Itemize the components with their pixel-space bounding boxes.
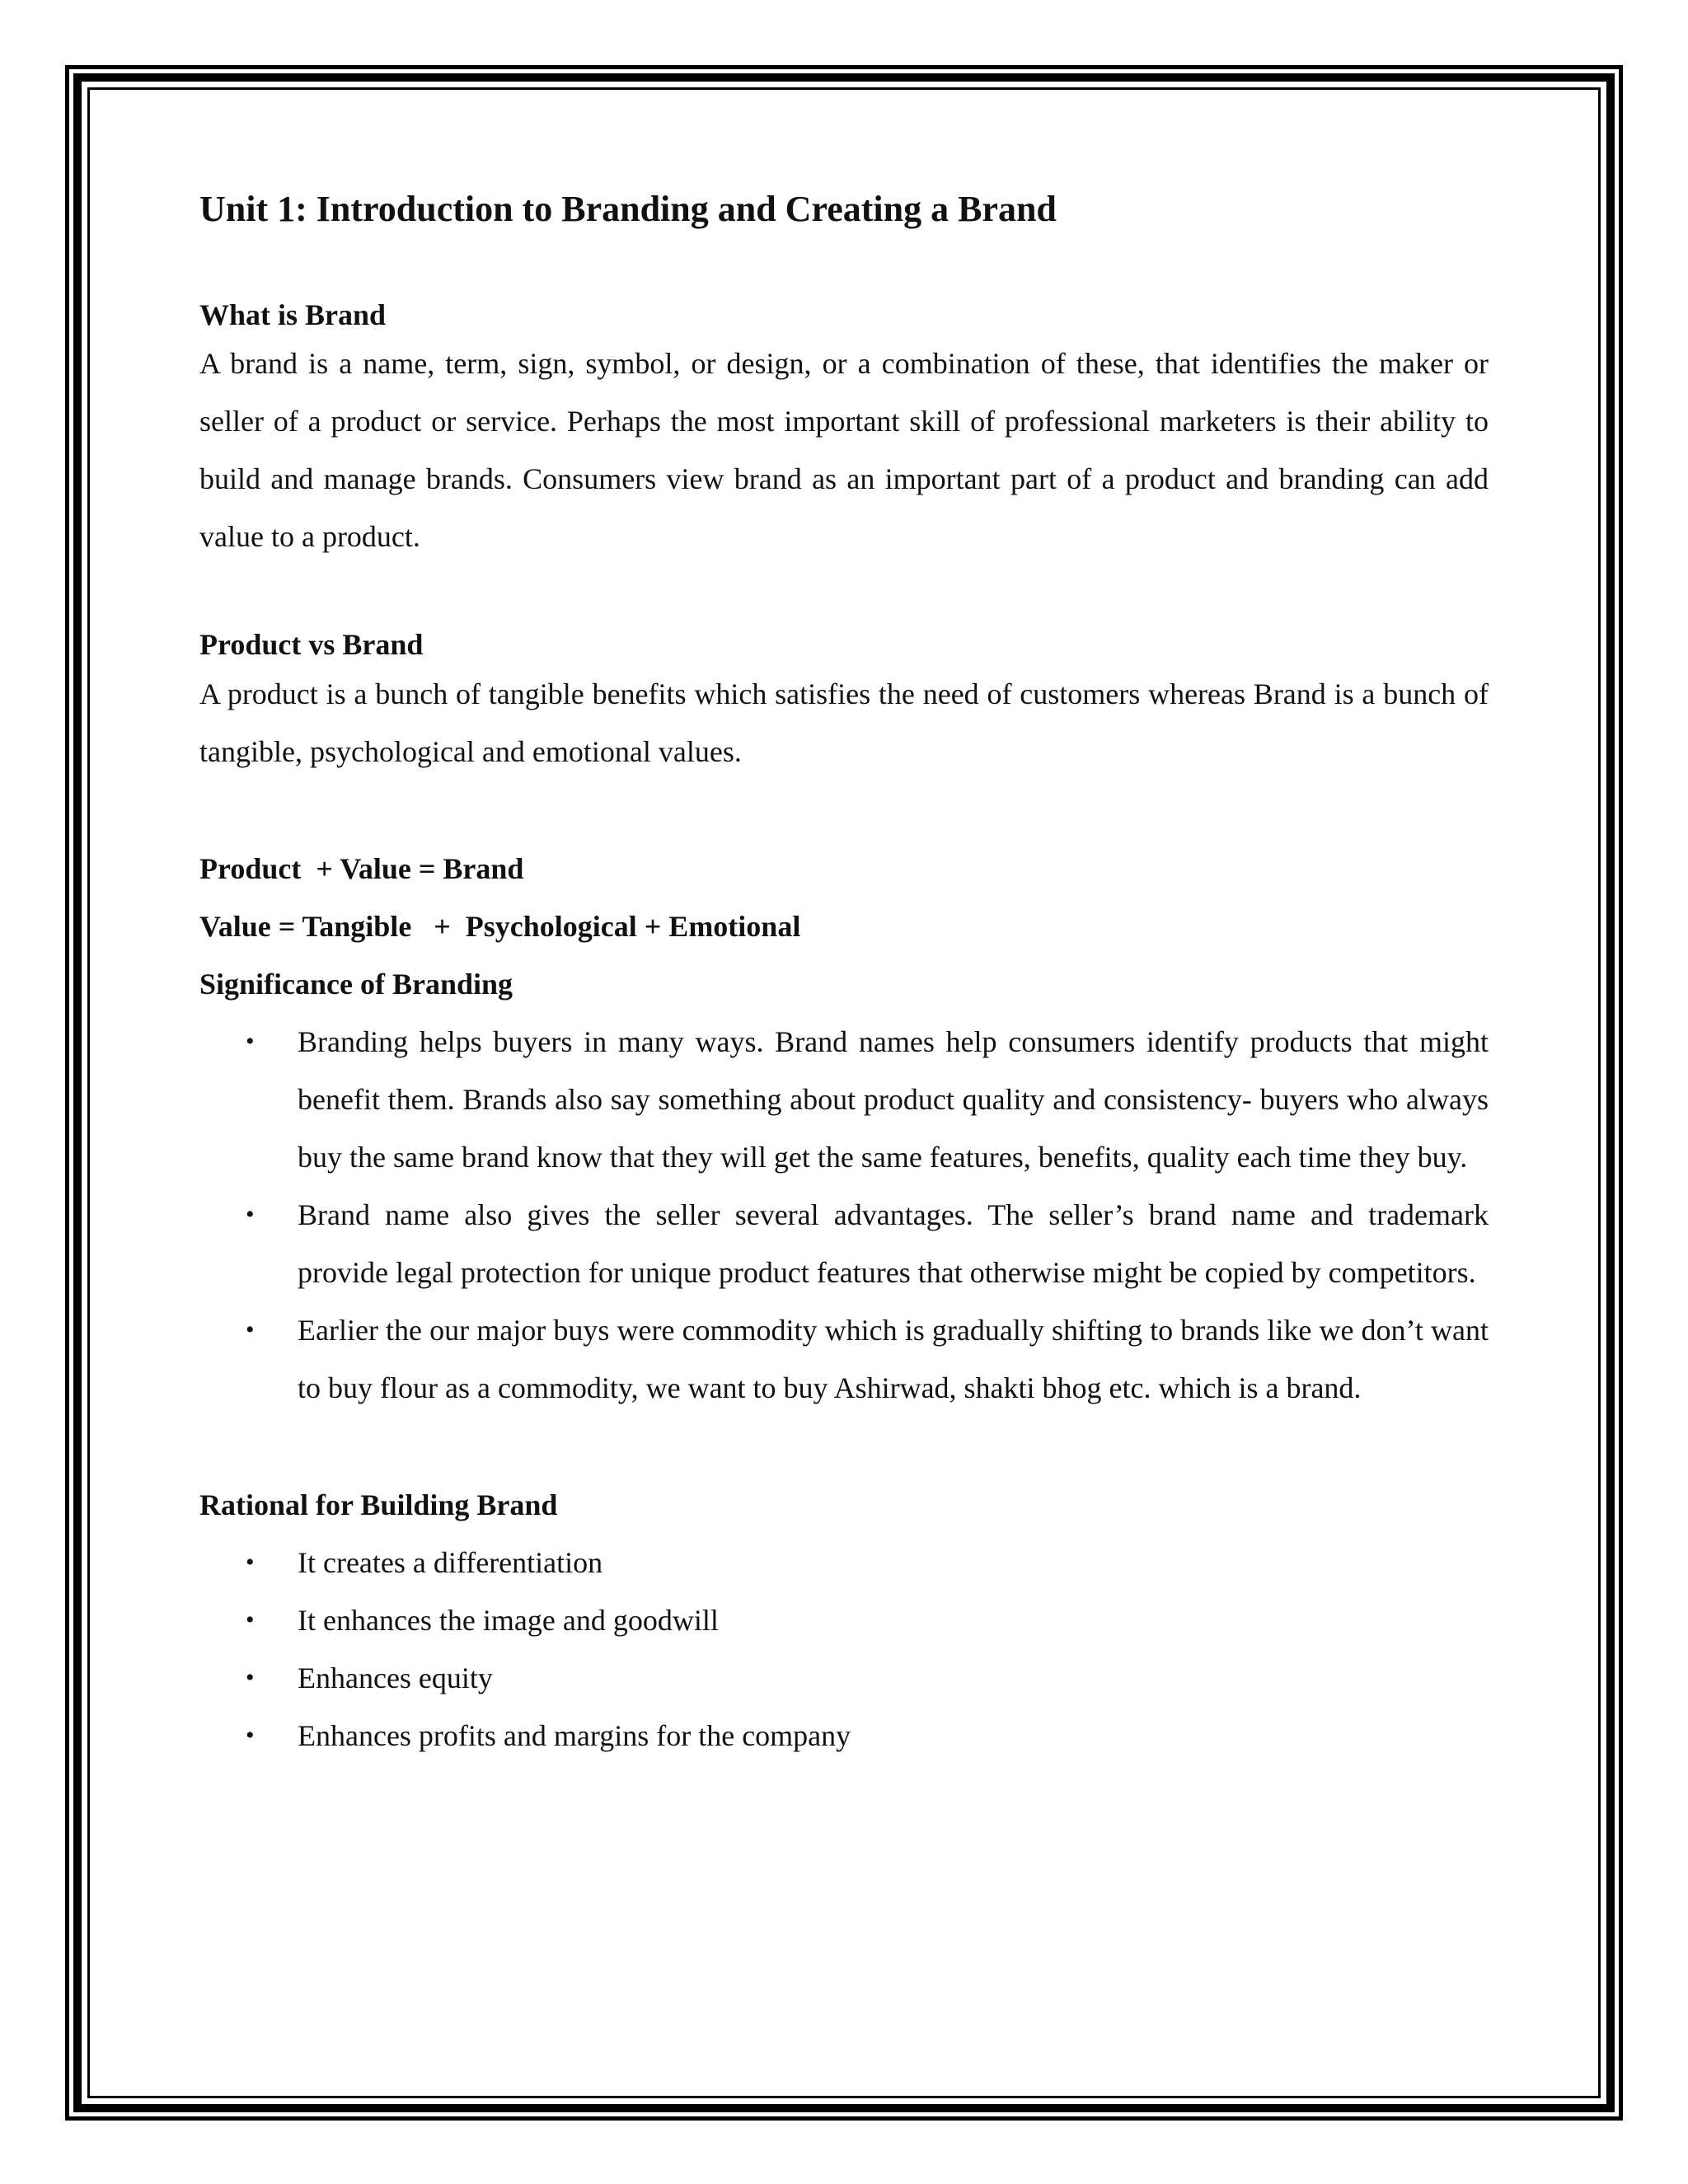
list-significance [199, 1013, 1489, 1417]
list-item-text: Brand name also gives the seller several advantages. The seller’s brand name and trademark provide legal protection for unique product features that otherwise might be copied by competitors. [298, 1197, 1489, 1289]
heading-what-is-brand: What is Brand [199, 298, 387, 331]
paragraph-what-is-brand: A brand is a name, term, sign, symbol, or design, or a combination of these, that identifies the maker or seller of a product or service. Perhaps the most important skill of professional marketers is their ability to build and manage brands. Consumers view brand as an important part of a product and branding can add value to a product. [199, 347, 1489, 554]
page-title: Unit 1: Introduction to Branding and Creating a Brand [199, 189, 1057, 229]
heading-significance-of-branding: Significance of Branding [199, 967, 513, 1001]
list-item [199, 1013, 1489, 1186]
list-item-text: Enhances profits and margins for the company [298, 1718, 851, 1752]
document-body [199, 188, 1489, 1765]
list-item [199, 1534, 1489, 1591]
bullet-icon: • [246, 1027, 255, 1055]
list-item [199, 1707, 1489, 1765]
spacer [199, 1417, 1489, 1476]
formula-product-value-brand: Product + Value = Brand [199, 851, 524, 885]
bullet-icon: • [246, 1548, 255, 1576]
bullet-icon: • [246, 1663, 255, 1691]
list-item-text: Earlier the our major buys were commodity which is gradually shifting to brands like we don’t want to buy flour as a commodity, we want to buy Ashirwad, shakti bhog etc. which is a brand. [298, 1313, 1489, 1404]
list-rational [199, 1534, 1489, 1765]
spacer [199, 232, 1489, 295]
bullet-icon: • [246, 1721, 255, 1749]
list-item [199, 1591, 1489, 1649]
bullet-icon: • [246, 1200, 255, 1228]
formula-value-components: Value = Tangible + Psychological + Emotional [199, 909, 801, 943]
list-item [199, 1186, 1489, 1301]
spacer [199, 780, 1489, 840]
heading-rational-for-building-brand: Rational for Building Brand [199, 1488, 558, 1521]
list-item-text: It creates a differentiation [298, 1545, 603, 1579]
list-item-text: Branding helps buyers in many ways. Brand names help consumers identify products that might benefit them. Brands also say something about product quality and consistency- buyers who always buy the same brand know that they will get the same features, benefits, quality each time they buy. [298, 1024, 1489, 1174]
list-item [199, 1301, 1489, 1417]
paragraph-product-vs-brand: A product is a bunch of tangible benefits which satisfies the need of customers whereas Brand is a bunch of tangible, psychological and emotional values. [199, 677, 1489, 768]
list-item-text: It enhances the image and goodwill [298, 1603, 719, 1637]
bullet-icon: • [246, 1605, 255, 1633]
list-item [199, 1649, 1489, 1707]
heading-product-vs-brand: Product vs Brand [199, 628, 424, 662]
list-item-text: Enhances equity [298, 1661, 493, 1694]
spacer [199, 565, 1489, 625]
bullet-icon: • [246, 1315, 255, 1343]
